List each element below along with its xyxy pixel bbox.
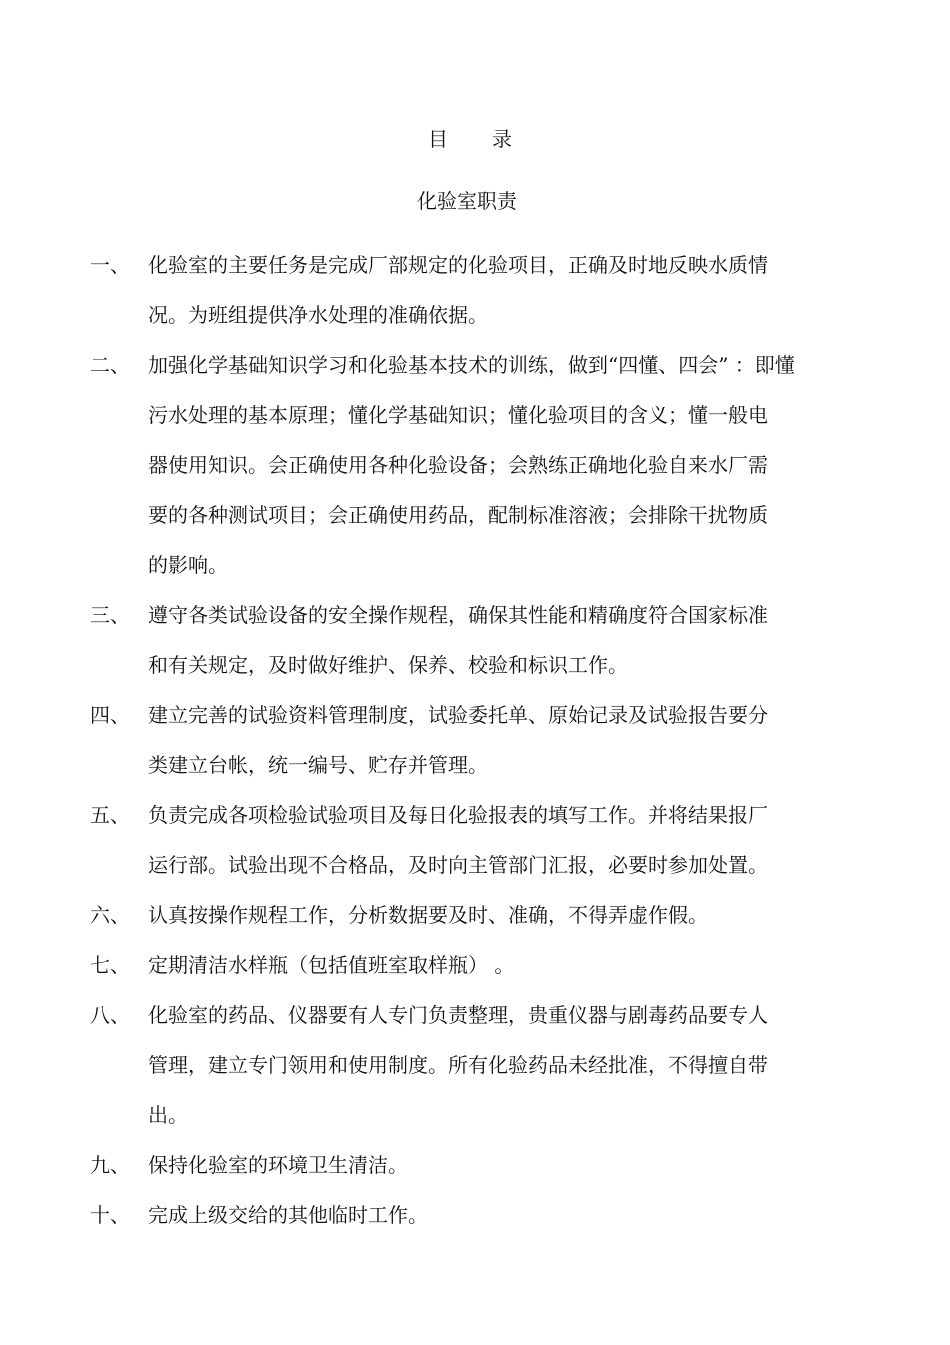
text-line: 要的各种测试项目；会正确使用药品，配制标准溶液；会排除干扰物质 bbox=[148, 503, 768, 527]
list-item-text bbox=[148, 690, 848, 790]
duty-list bbox=[0, 240, 950, 1240]
list-item-text bbox=[148, 990, 848, 1140]
text-line: 运行部。试验出现不合格品，及时向主管部门汇报，必要时参加处置。 bbox=[148, 853, 768, 877]
list-item bbox=[0, 590, 950, 690]
table-of-contents-title bbox=[0, 124, 940, 154]
list-item-number: 十、 bbox=[90, 1203, 130, 1227]
list-item-number: 四、 bbox=[90, 703, 130, 727]
list-item bbox=[0, 790, 950, 890]
list-item-number: 九、 bbox=[90, 1153, 130, 1177]
text-line: 建立完善的试验资料管理制度，试验委托单、原始记录及试验报告要分 bbox=[148, 703, 768, 727]
text-line: 况。为班组提供净水处理的准确依据。 bbox=[148, 303, 488, 327]
list-item-number: 七、 bbox=[90, 953, 130, 977]
list-item-number: 五、 bbox=[90, 803, 130, 827]
list-item-number: 一、 bbox=[90, 253, 130, 277]
title-char-2: 录 bbox=[492, 127, 512, 151]
list-item-number: 三、 bbox=[90, 603, 130, 627]
list-item-text bbox=[148, 790, 848, 890]
list-item-text bbox=[148, 590, 848, 690]
list-item bbox=[0, 1190, 950, 1240]
list-item-text bbox=[148, 890, 848, 940]
text-line: 保持化验室的环境卫生清洁。 bbox=[148, 1153, 408, 1177]
list-item bbox=[0, 890, 950, 940]
list-item bbox=[0, 940, 950, 990]
text-line: 器使用知识。会正确使用各种化验设备；会熟练正确地化验自来水厂需 bbox=[148, 453, 768, 477]
text-line: 的影响。 bbox=[148, 553, 228, 577]
text-line: 化验室的药品、仪器要有人专门负责整理，贵重仪器与剧毒药品要专人 bbox=[148, 1003, 768, 1027]
text-line: 认真按操作规程工作，分析数据要及时、准确，不得弄虚作假。 bbox=[148, 903, 708, 927]
text-line: 定期清洁水样瓶（包括值班室取样瓶） 。 bbox=[148, 953, 515, 977]
list-item-number: 二、 bbox=[90, 353, 130, 377]
list-item-number: 八、 bbox=[90, 1003, 130, 1027]
text-line: 加强化学基础知识学习和化验基本技术的训练，做到“四懂、四会” ：即懂 bbox=[148, 353, 795, 377]
list-item bbox=[0, 990, 950, 1140]
section-title: 化验室职责 bbox=[417, 189, 517, 213]
title-char-1: 目 bbox=[428, 127, 448, 151]
list-item-text bbox=[148, 1190, 848, 1240]
text-line: 化验室的主要任务是完成厂部规定的化验项目，正确及时地反映水质情 bbox=[148, 253, 768, 277]
list-item-text bbox=[148, 240, 848, 340]
text-line: 出。 bbox=[148, 1103, 188, 1127]
list-item-text bbox=[148, 1140, 848, 1190]
text-line: 污水处理的基本原理；懂化学基础知识；懂化验项目的含义；懂一般电 bbox=[148, 403, 768, 427]
list-item bbox=[0, 340, 950, 590]
text-line: 完成上级交给的其他临时工作。 bbox=[148, 1203, 428, 1227]
text-line: 遵守各类试验设备的安全操作规程，确保其性能和精确度符合国家标准 bbox=[148, 603, 768, 627]
list-item-text bbox=[148, 340, 848, 590]
text-line: 负责完成各项检验试验项目及每日化验报表的填写工作。并将结果报厂 bbox=[148, 803, 768, 827]
text-line: 类建立台帐，统一编号、贮存并管理。 bbox=[148, 753, 488, 777]
list-item bbox=[0, 690, 950, 790]
text-line: 管理，建立专门领用和使用制度。所有化验药品未经批准，不得擅自带 bbox=[148, 1053, 768, 1077]
text-line: 和有关规定，及时做好维护、保养、校验和标识工作。 bbox=[148, 653, 628, 677]
list-item bbox=[0, 240, 950, 340]
list-item-number: 六、 bbox=[90, 903, 130, 927]
list-item bbox=[0, 1140, 950, 1190]
list-item-text bbox=[148, 940, 848, 990]
